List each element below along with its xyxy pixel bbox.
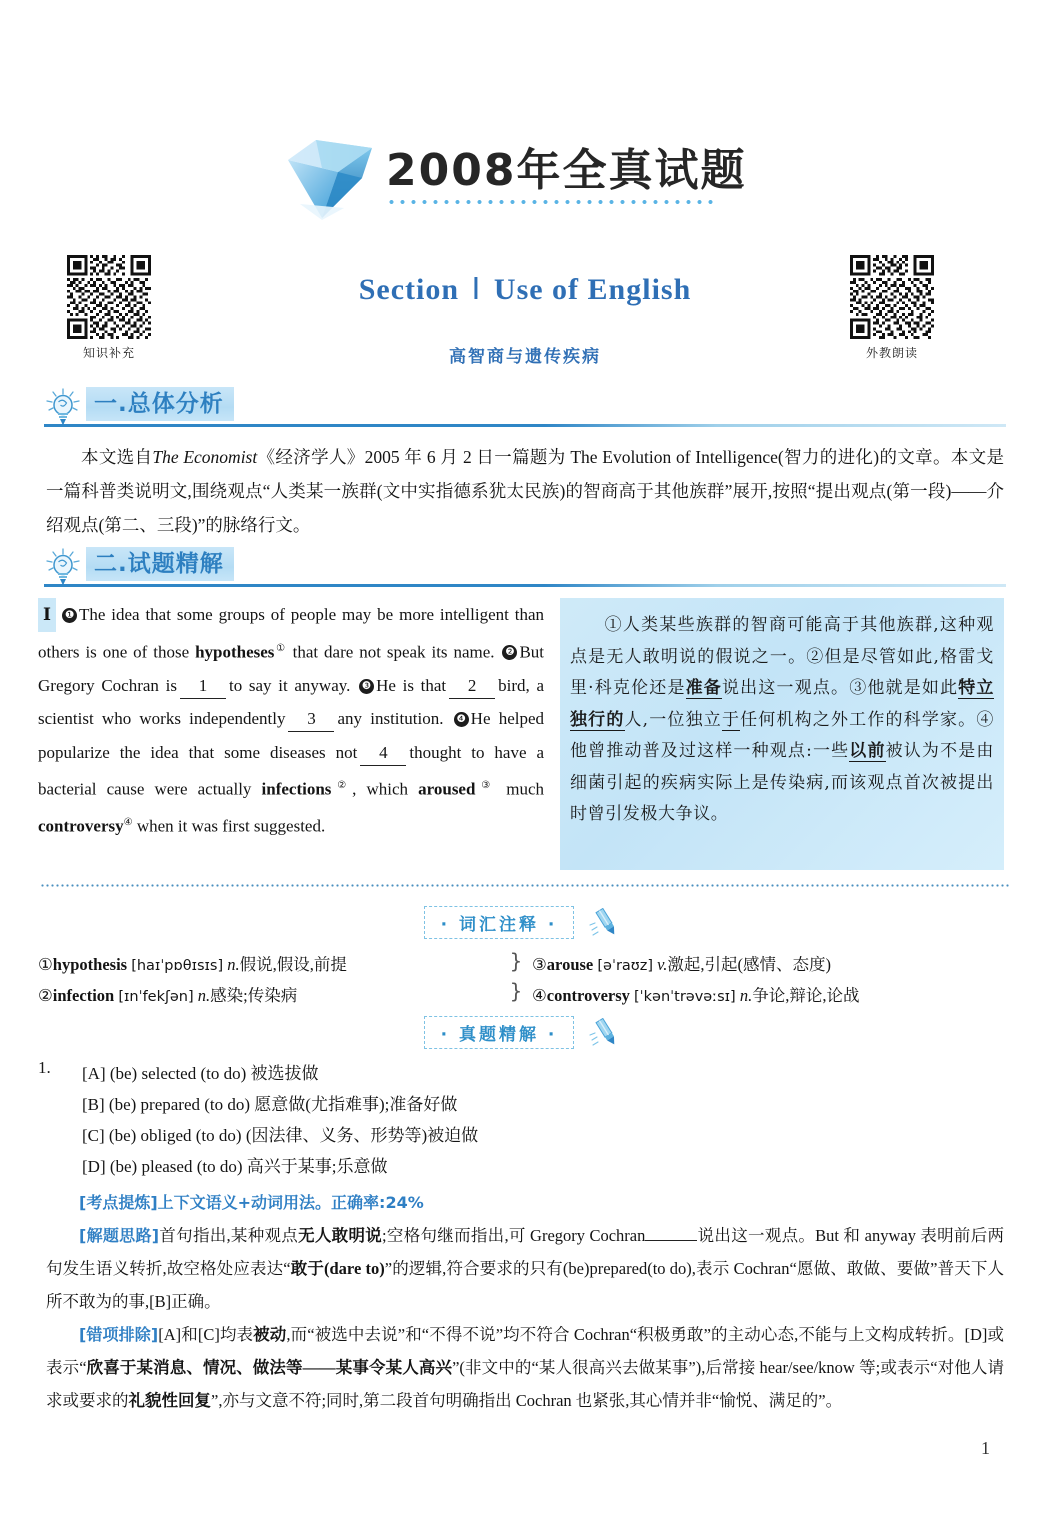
translation-sentence-4c: 被认为不是由细菌引起的疾病实际上是传染病,而该观点首次被提出时曾引发极大争议。 bbox=[570, 741, 995, 824]
elimination-highlight-3: 礼貌性回复 bbox=[128, 1391, 211, 1410]
vocabulary-column-left bbox=[38, 950, 498, 1012]
vocab-pos: v. bbox=[657, 955, 668, 974]
vocab-notes-heading bbox=[0, 906, 1050, 939]
vocab-item bbox=[38, 981, 498, 1012]
keyword-controversy: controversy bbox=[38, 816, 124, 836]
elimination-text-g: ”,亦与文意不符;同时,第二段首句明确指出 Cochran 也紧张,其心情并非“愉悦、满足的”。 bbox=[211, 1391, 843, 1410]
note-ref-4: ④ bbox=[123, 817, 133, 829]
note-ref-2: ② bbox=[331, 780, 353, 792]
qr-caption-audio: 外教朗读 bbox=[865, 346, 918, 360]
lightbulb-icon bbox=[44, 548, 82, 588]
section-title-prefix: Section bbox=[358, 273, 460, 306]
page-number: 1 bbox=[981, 1438, 990, 1458]
overall-analysis-paragraph bbox=[46, 440, 1004, 542]
lightbulb-icon bbox=[44, 388, 82, 428]
heading-detailed-analysis-label: 二.试题精解 bbox=[86, 547, 234, 581]
intro-text-b: 《经济学人》2005 年 6 月 2 日一篇题为 The Evolution of Intelligence(智力的进化)的文章。本文是一篇科普类说明文,围绕观点“人类某一族群(文中实指德系犹太民族)的智商高于其他族群”展开,按照“提出观点(第一段)——介绍观点(第二、三段)”的脉络行文。 bbox=[46, 447, 1005, 535]
section-subtitle: 高智商与遗传疾病 bbox=[449, 347, 601, 367]
vocab-word: controversy bbox=[546, 986, 630, 1005]
reasoning-highlight-1: 无人敢明说 bbox=[298, 1226, 383, 1245]
vocab-ipa: [haɪˈpɒθɪsɪs] bbox=[131, 958, 224, 974]
translation-highlight-previously: 以前 bbox=[849, 741, 886, 761]
intro-text-a: 本文选自 bbox=[81, 447, 153, 467]
vocab-meaning: 争论,辩论,论战 bbox=[752, 986, 860, 1005]
banner-dot-rule bbox=[386, 198, 716, 206]
vocab-num: ② bbox=[38, 986, 53, 1005]
vocab-meaning: 激起,引起(感情、态度) bbox=[667, 955, 831, 974]
elimination-highlight-1: 被动 bbox=[253, 1325, 287, 1344]
passage-text-1: The idea that some groups of people may be more intelligent than others is one of those bbox=[38, 605, 544, 662]
analysis-reasoning bbox=[46, 1219, 1004, 1318]
section-title-suffix: Use of English bbox=[493, 273, 692, 306]
option-a[interactable]: [A] (be) selected (to do) 被选拔做 bbox=[82, 1064, 319, 1083]
heading-overall-analysis bbox=[44, 386, 1006, 430]
heading-detailed-analysis bbox=[44, 546, 1006, 590]
vocab-num: ④ bbox=[532, 986, 547, 1005]
analysis-key-point bbox=[46, 1186, 1004, 1219]
paragraph-marker: Ⅰ bbox=[38, 598, 56, 632]
heading-rule bbox=[44, 424, 1006, 427]
diamond-icon bbox=[282, 138, 378, 224]
question-number: 1. bbox=[38, 1058, 51, 1077]
translation-sentence-4a: ④他曾推动普及过这样一种观点:一些 bbox=[570, 709, 994, 761]
translation-sentence-3c: 人,一位独立 bbox=[624, 709, 722, 730]
analysis-tag-reasoning: [解题思路] bbox=[79, 1226, 160, 1245]
translation-highlight-maverick: 特立独行的 bbox=[570, 678, 995, 730]
keyword-infections: infections bbox=[261, 779, 332, 799]
vocabulary-column-right bbox=[532, 950, 992, 1012]
vocab-word: infection bbox=[52, 986, 115, 1005]
note-ref-1: ① bbox=[274, 642, 287, 654]
english-passage bbox=[38, 598, 544, 843]
elimination-text-c: ,而“被选中去说”和“不得不说”均不符合 Cochran“积极勇敢”的主动心态,不能与上文构成转折。[D]或表示“ bbox=[46, 1325, 1004, 1377]
translation-highlight-prepared: 准备 bbox=[685, 678, 722, 698]
reasoning-text-f: ”的逻辑,符合要求的只有(be)prepared(to do),表示 Cochran“愿做、敢做、要做”普天下人所不敢为的事,[B]正确。 bbox=[46, 1259, 1004, 1311]
answer-blank-2[interactable]: 2 bbox=[449, 674, 495, 699]
vocabulary-notes bbox=[38, 950, 1012, 1012]
vocab-num: ③ bbox=[532, 955, 547, 974]
passage-text-3: But Gregory Cochran is bbox=[38, 642, 544, 695]
vocab-ipa: [ɪnˈfekʃən] bbox=[118, 989, 194, 1005]
heading-rule bbox=[44, 584, 1006, 587]
vocab-item bbox=[38, 950, 498, 981]
sentence-marker-3: ❸ bbox=[359, 679, 374, 694]
vocab-pos: n. bbox=[739, 986, 753, 1005]
passage-text-12: when it was first suggested. bbox=[132, 816, 326, 836]
translation-sentence-2c: 说出这一观点。 bbox=[721, 678, 850, 698]
passage-text-4: to say it anyway. bbox=[228, 675, 351, 695]
reasoning-text-c: ;空格句继而指出,可 Gregory Cochran bbox=[382, 1226, 646, 1245]
analysis-tag-elimination: [错项排除] bbox=[79, 1325, 159, 1344]
passage-text-9: thought to have a bacterial cause were actually bbox=[38, 742, 544, 799]
vocab-item bbox=[532, 950, 992, 981]
pen-icon bbox=[586, 908, 626, 938]
elimination-text-e: ”(非文中的“某人很高兴去做某事”),后常接 hear/see/know 等;或表示“对他人请求或要求的 bbox=[46, 1358, 1005, 1410]
passage-text-5: He is that bbox=[376, 675, 447, 695]
option-c[interactable]: [C] (be) obliged (to do) (因法律、义务、形势等)被迫做 bbox=[82, 1126, 479, 1145]
translation-sentence-2a: ②但是尽管如此,格雷戈里·科克伦还是 bbox=[570, 646, 994, 698]
banner-title: 2008年全真试题 bbox=[386, 145, 747, 196]
reasoning-highlight-2: 敢于(dare to) bbox=[290, 1259, 385, 1278]
passage-text-7: any institution. bbox=[337, 709, 444, 729]
keyword-aroused: aroused bbox=[418, 779, 476, 799]
sentence-marker-1: ❶ bbox=[62, 608, 77, 623]
vocab-ipa: [əˈraʊz] bbox=[597, 958, 654, 974]
keyword-hypotheses: hypotheses bbox=[195, 642, 275, 662]
qr-caption-knowledge: 知识补充 bbox=[82, 346, 135, 360]
passage-text-2: that dare not speak its name. bbox=[286, 642, 495, 662]
elimination-text-a: [A]和[C]均表 bbox=[158, 1325, 254, 1344]
vocab-ipa: [ˈkənˈtrəvəːsɪ] bbox=[634, 989, 736, 1005]
exam-analysis-pill-label: · 真题精解 · bbox=[424, 1016, 575, 1049]
translation-sentence-1: ①人类某些族群的智商可能高于其他族群,这种观点是无人敢明说的假说之一。 bbox=[570, 615, 994, 667]
section-title-numeral: Ⅰ bbox=[471, 273, 482, 306]
vocab-notes-pill-label: · 词汇注释 · bbox=[424, 906, 575, 939]
note-ref-3: ③ bbox=[475, 780, 497, 792]
reasoning-text-d: 说出这一观点。But 和 anyway 表明前后两句发生语义转折,故空格处应表达“ bbox=[46, 1226, 1005, 1278]
answer-blank-1[interactable]: 1 bbox=[180, 674, 226, 699]
option-b[interactable]: [B] (be) prepared (to do) 愿意做(尤指难事);准备好做 bbox=[82, 1095, 458, 1114]
translation-sentence-3a: ③他就是如此 bbox=[849, 678, 959, 698]
vocab-num: ① bbox=[38, 955, 53, 974]
vocab-pos: n. bbox=[227, 955, 240, 974]
vocab-meaning: 感染;传染病 bbox=[210, 986, 298, 1005]
sentence-marker-2: ❷ bbox=[502, 645, 517, 660]
passage-text-11: much bbox=[496, 779, 545, 799]
vocab-pos: n. bbox=[197, 986, 211, 1005]
intro-source-italic: The Economist bbox=[152, 447, 258, 467]
vocab-item bbox=[532, 981, 992, 1012]
vocab-column-divider: } } bbox=[509, 949, 523, 1003]
analysis-elimination bbox=[46, 1318, 1004, 1417]
answer-blank-4[interactable]: 4 bbox=[360, 741, 406, 766]
analysis-key-point-text: 上下文语义+动词用法。正确率:24% bbox=[157, 1193, 424, 1212]
heading-overall-analysis-label: 一.总体分析 bbox=[86, 387, 234, 421]
passage-text-10: , which bbox=[352, 779, 419, 799]
analysis-tag-key-point: [考点提炼] bbox=[79, 1193, 158, 1212]
translation-highlight-of: 于 bbox=[721, 709, 741, 730]
reasoning-inline-blank bbox=[645, 1240, 697, 1241]
passage-text-8: He helped popularize the idea that some diseases not bbox=[38, 709, 545, 762]
vocab-word: arouse bbox=[546, 955, 594, 974]
option-d[interactable]: [D] (be) pleased (to do) 高兴于某事;乐意做 bbox=[82, 1157, 388, 1176]
passage-text-6: bird, a scientist who works independently bbox=[38, 675, 545, 729]
section-title bbox=[0, 272, 1050, 307]
vocab-word: hypothesis bbox=[52, 955, 128, 974]
elimination-highlight-2: 欣喜于某消息、情况、做法等——某事令某人高兴 bbox=[86, 1358, 453, 1377]
separator-dotted-1 bbox=[40, 884, 1010, 887]
question-options bbox=[82, 1058, 982, 1182]
chinese-translation-box bbox=[560, 598, 1004, 870]
vocab-meaning: 假说,假设,前提 bbox=[239, 955, 347, 974]
sentence-marker-4: ❹ bbox=[454, 712, 469, 727]
exam-analysis-heading bbox=[0, 1016, 1050, 1049]
pen-icon bbox=[586, 1018, 626, 1048]
answer-blank-3[interactable]: 3 bbox=[288, 707, 334, 732]
page-banner bbox=[0, 128, 1050, 238]
reasoning-text-a: 首句指出,某种观点 bbox=[159, 1226, 299, 1245]
translation-sentence-3e: 任何机构之外工作的科学家。 bbox=[740, 709, 977, 730]
